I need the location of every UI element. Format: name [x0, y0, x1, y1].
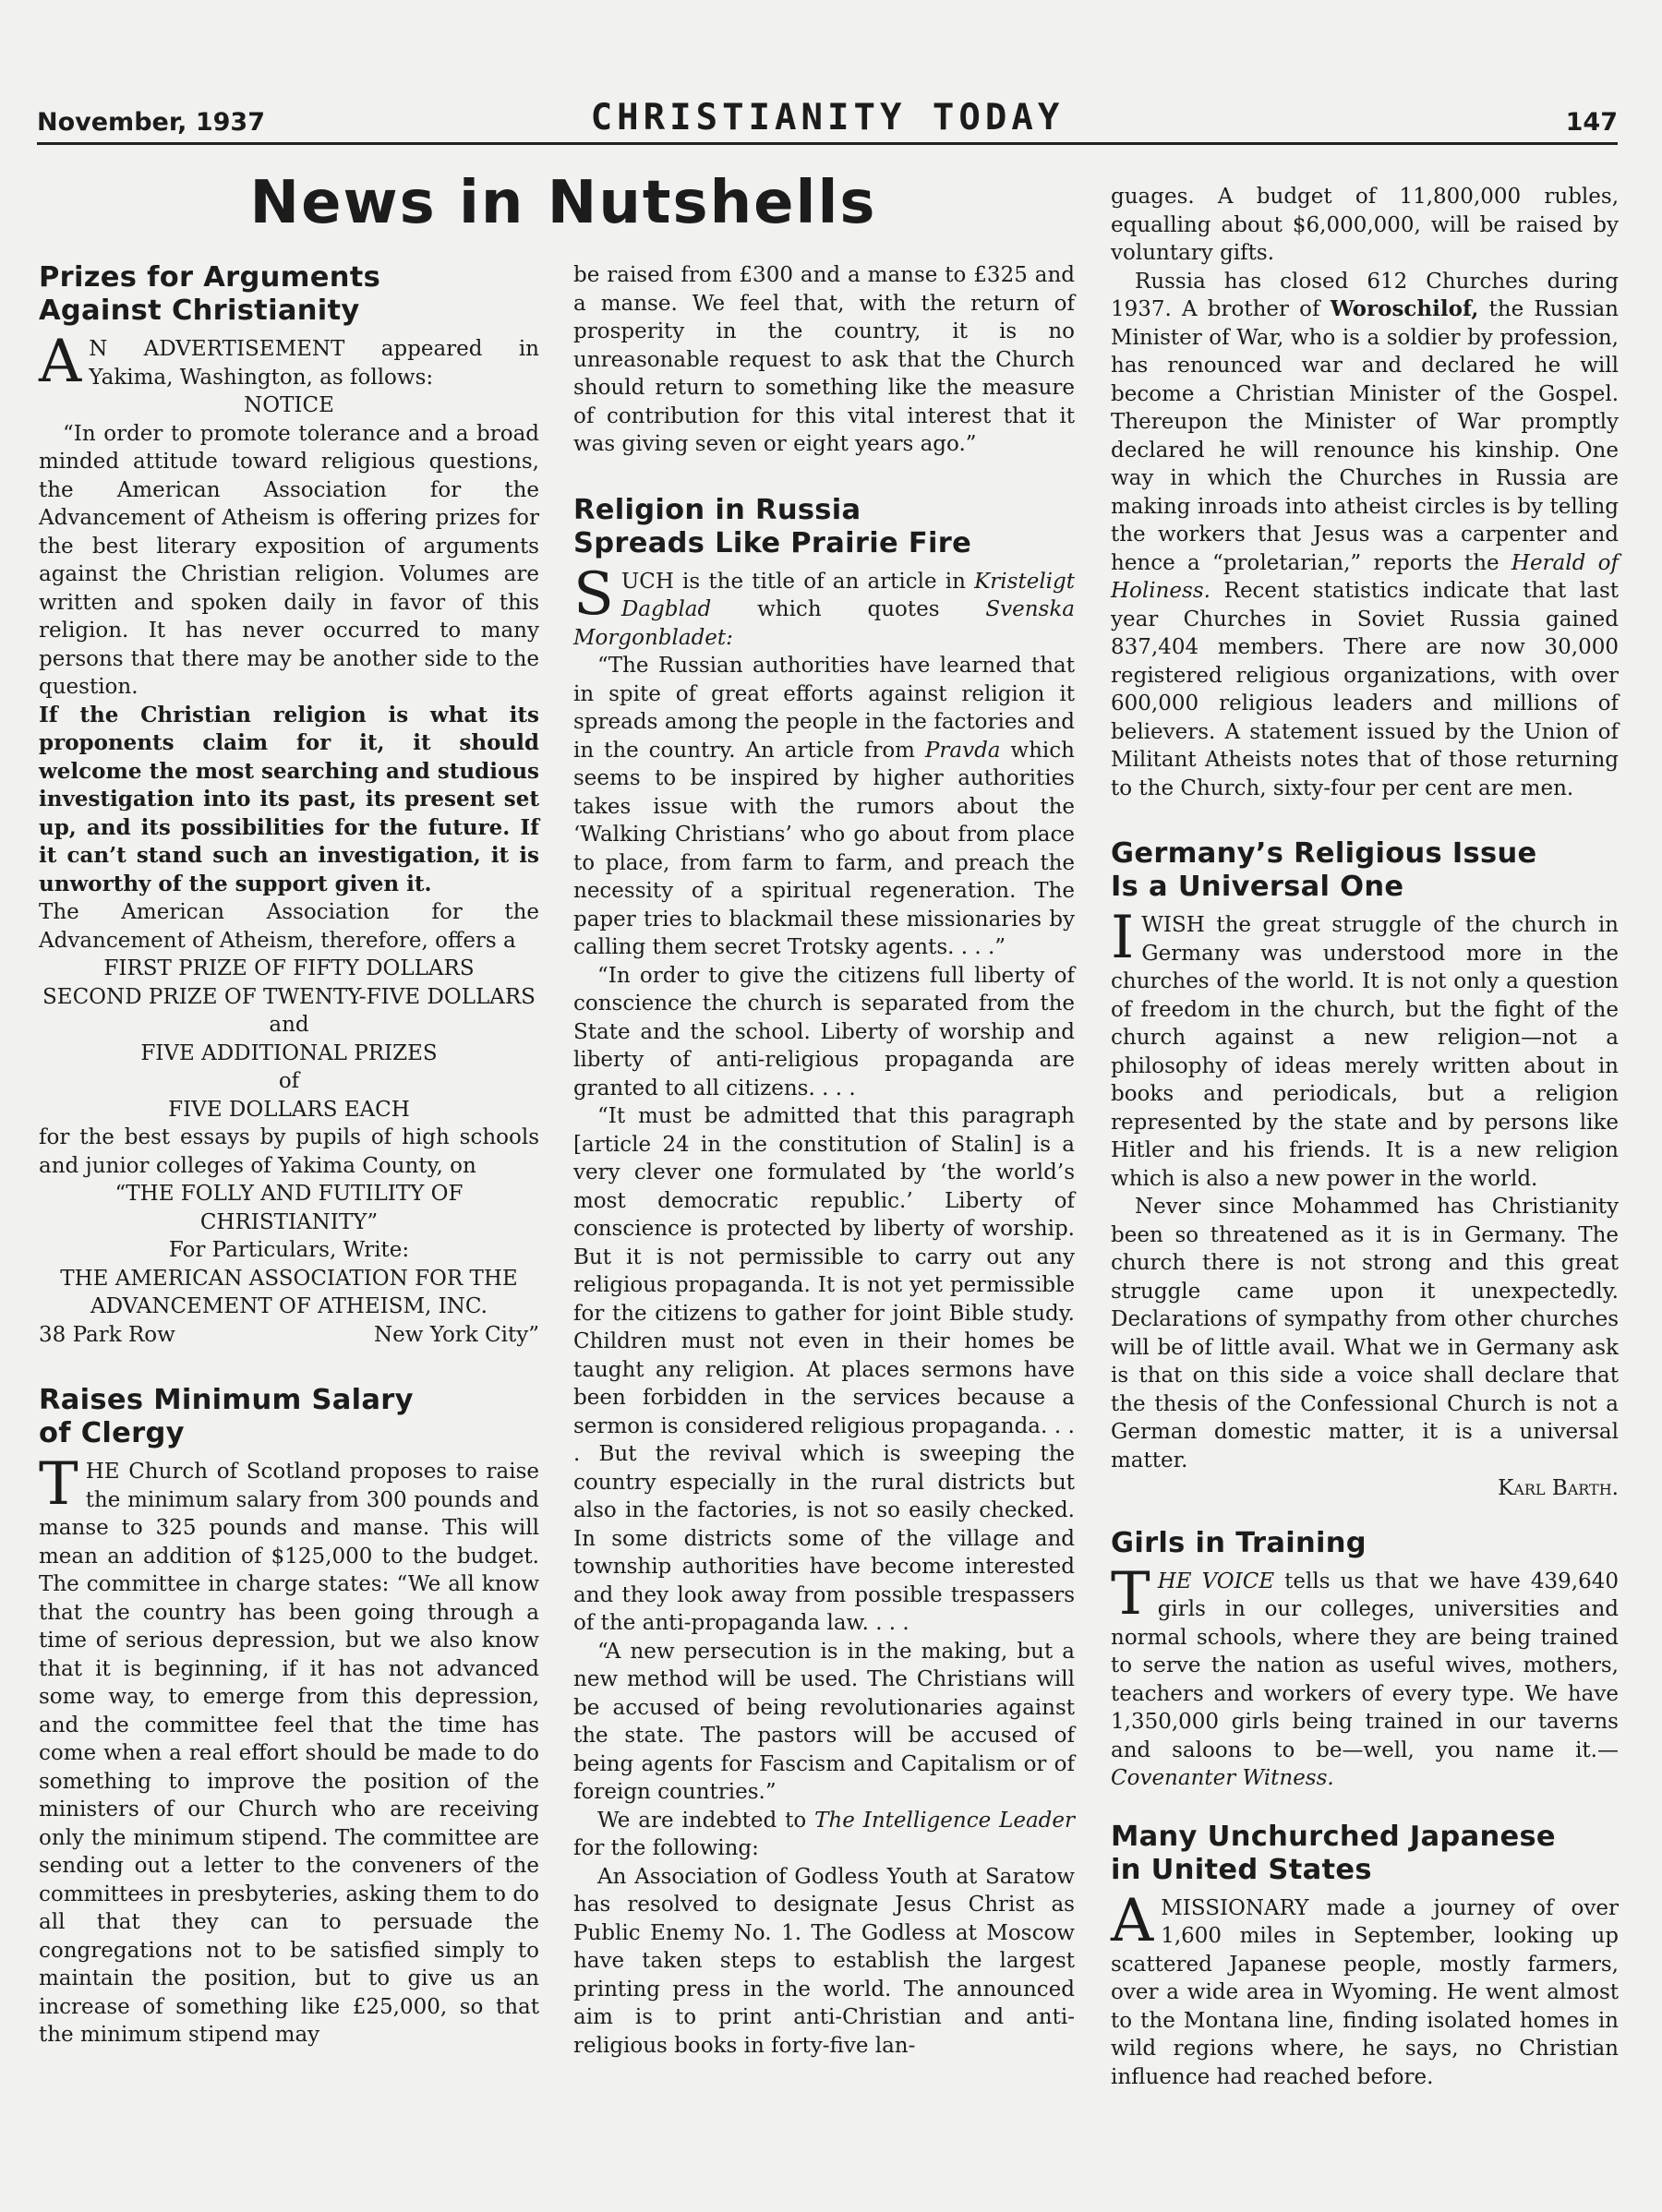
prize-line: FIRST PRIZE OF FIFTY DOLLARS [103, 956, 475, 980]
article-title-germany: Germany’s Religious Issue Is a Universal One [1111, 837, 1537, 903]
article-title-russia: Religion in Russia Spreads Like Prairie Fire [573, 493, 972, 559]
running-header [37, 96, 1618, 145]
prize-line: FIVE ADDITIONAL PRIZES [140, 1040, 438, 1065]
article-lead: SUCH is the title of an article in Kristeligt Dagblad which quotes Svenska Morgonbladet: [573, 559, 1075, 650]
paragraph: The American Association for the Advancement of Atheism, therefore, offers a [39, 900, 539, 953]
notice-label: NOTICE [244, 393, 334, 417]
column-1 [39, 261, 539, 2050]
column-3 [1111, 183, 1619, 2091]
address-city: New York City” [374, 1322, 539, 1347]
article-lead: A N ADVERTISEMENT appeared in Yakima, Washington, as follows: [39, 328, 539, 396]
paragraph: “The Russian authorities have learned that in spite of great efforts against religion it spreads among the people in the factories and in the country. An article from Pravda which seems to be inspired by higher authorities takes issue with the rumors about the ‘Walking Christians’ who go about from place to place, from farm to farm, and preach the necessity of a spiritual regeneration. The paper tries to blackmail these missionaries by calling them secret Trotsky agents. . . .” [573, 654, 1075, 959]
paragraph: “It must be admitted that this paragraph [article 24 in the constitution of Stalin] is a very clever one formulated by ‘the world’s most democratic republic.’ Liberty of conscience is protected by liberty of worship. But it is not permissible to carry out any religious propaganda. It is not yet permissible for the citizens to gather for joint Bible study. Children must not even in their homes be taught any religion. At places sermons have been forbidden in the services because a sermon is considered religious propaganda. . . . But the revival which is sweeping the country especially in the rural districts but also in the factories, is not so easily checked. In some districts some of the village and township authorities have become interested and they look away from possible trespassers of the anti-propaganda law. . . . [573, 1104, 1075, 1635]
article-title-salary: Raises Minimum Salary of Clergy [39, 1384, 414, 1449]
column-2 [573, 261, 1075, 2060]
article-title-girls: Girls in Training [1111, 1526, 1367, 1559]
page-number: 147 [1565, 108, 1618, 137]
article-title-prizes: Prizes for Arguments Against Christianity [39, 261, 381, 327]
paragraph: IWISH the great struggle of the church in Germany was understood more in the churches of the world. It is not only a question of freedom in the church, but the fight of the church against a new religion—not a philosophy of ideas merely written about in books and periodicals, but a religion represented by the state and by persons like Hitler and his friends. It is a new religion which is also a new power in the world. [1111, 904, 1619, 1191]
paragraph: “A new persecution is in the making, but a new method will be used. The Christians will be accused of being revolutionaries against the state. The pastors will be accused of being agents for Fascism and Capitalism or of foreign countries.” [573, 1639, 1075, 1804]
drop-cap: T [1111, 1559, 1150, 1629]
article-title-japanese: Many Unchurched Japanese in United States [1111, 1820, 1556, 1886]
paragraph: for the best essays by pupils of high schools and junior colleges of Yakima County, on [39, 1125, 539, 1178]
section-banner: News in Nutshells [249, 169, 877, 237]
prize-line: of [278, 1069, 300, 1093]
prize-line: FIVE DOLLARS EACH [168, 1097, 410, 1122]
bold-quote: If the Christian religion is what its proponents claim for it, it should welcome the most searching and studious investigation into its past, its present set up, and its possibilities for the future. If it can’t stand such an investigation, it is unworthy of the support given it. [39, 702, 539, 896]
paragraph: THE VOICE tells us that we have 439,640 girls in our colleges, universities and normal schools, where they are being trained to serve the nation as useful wives, mothers, teachers and workers of every type. We have 1,350,000 girls being trained in our taverns and saloons to be—well, you name it.—Covenanter Witness. [1111, 1559, 1619, 1790]
paragraph: THE Church of Scotland proposes to raise the minimum salary from 300 pounds and manse to 325 pounds and manse. This will mean an addition of $125,000 to the budget. The committee in charge states: “We all know that the country has been going through a time of serious depression, but we also know that it is beginning, if it has not advanced some way, to emerge from this depression, and the committee feel that the time has come when a real effort should be made to do something to improve the position of the ministers of our Church who are receiving only the minimum stipend. The committee are sending out a letter to the conveners of the committees in presbyteries, asking them to do all that they can to persuade the congregations not to be satisfied simply to maintain the position, but to give us an increase of something like £25,000, so that the minimum stipend may [39, 1450, 539, 2047]
paragraph: be raised from £300 and a manse to £325 and a manse. We feel that, with the return of prosperity in the country, it is no unreasonable request to ask that the Church should return to something like the measure of contribution for this vital interest that it was giving seven or eight years ago.” [573, 263, 1075, 456]
prize-line: SECOND PRIZE OF TWENTY-FIVE DOLLARS [42, 984, 536, 1009]
drop-cap: S [573, 559, 614, 629]
author-signature: Karl Barth. [1498, 1476, 1619, 1500]
essay-topic: “THE FOLLY AND FUTILITY OF CHRISTIANITY” [114, 1182, 464, 1234]
magazine-title: CHRISTIANITY TODAY [590, 97, 1065, 138]
address-street: 38 Park Row [39, 1322, 175, 1347]
address-line [39, 1321, 539, 1350]
paragraph: “In order to give the citizens full liberty of conscience the church is separated from the State and the school. Liberty of worship and liberty of anti-religious propaganda are granted to all citizens. . . . [573, 963, 1075, 1100]
paragraph: “In order to promote tolerance and a broad minded attitude toward religious questions, the American Association for the Advancement of Atheism is offering prizes for the best literary exposition of arguments against the Christian religion. Volumes are written and spoken daily in favor of this religion. It has never occurred to many persons that there may be another side to the question. [39, 421, 539, 699]
prize-line: and [269, 1013, 309, 1037]
drop-cap: T [39, 1450, 78, 1519]
paragraph: Never since Mohammed has Christianity been so threatened as it is in Germany. The church there is not strong and this great struggle came upon it unexpectedly. Declarations of sympathy from other churches will be of little avail. What we in Germany ask is that on this side a voice shall declare that the thesis of the Confessional Church is not a German domestic matter, it is a universal matter. [1111, 1195, 1619, 1473]
paragraph: We are indebted to The Intelligence Leader for the following: [573, 1808, 1075, 1860]
paragraph: An Association of Godless Youth at Saratow has resolved to designate Jesus Christ as Public Enemy No. 1. The Godless at Moscow have taken steps to establish the largest printing press in the world. The announced aim is to print anti-Christian and anti-religious books in forty-five lan- [573, 1864, 1075, 2058]
drop-cap: I [1111, 904, 1135, 972]
paragraph: guages. A budget of 11,800,000 rubles, equalling about $6,000,000, will be raised by voluntary gifts. [1111, 185, 1619, 265]
organization-name: THE AMERICAN ASSOCIATION FOR THE ADVANCEMENT OF ATHEISM, INC. [60, 1266, 518, 1318]
drop-cap: A [1111, 1886, 1154, 1955]
drop-cap: A [39, 328, 82, 396]
particulars-line: For Particulars, Write: [168, 1238, 410, 1262]
paragraph: AMISSIONARY made a journey of over 1,600 miles in September, looking up scattered Japanese people, mostly farmers, over a wide area in Wyoming. He went almost to the Montana line, finding isolated homes in wild regions where, he says, no Christian influence had reached before. [1111, 1886, 1619, 2089]
paragraph: Russia has closed 612 Churches during 1937. A brother of Woroschilof, the Russian Minister of War, who is a soldier by profession, has renounced war and declared he will become a Christian Minister of the Gospel. Thereupon the Minister of War promptly declared he will renounce his kinship. One way in which the Churches in Russia are making inroads into atheist circles is by telling the workers that Jesus was a carpenter and hence a “proletarian,” reports the Herald of Holiness. Recent statistics indicate that last year Churches in Soviet Russia gained 837,404 members. There are now 30,000 registered religious organizations, with over 600,000 religious leaders and millions of believers. A statement issued by the Union of Militant Atheists notes that of those returning to the Church, sixty-four per cent are men. [1111, 269, 1619, 800]
issue-date: November, 1937 [37, 108, 265, 137]
